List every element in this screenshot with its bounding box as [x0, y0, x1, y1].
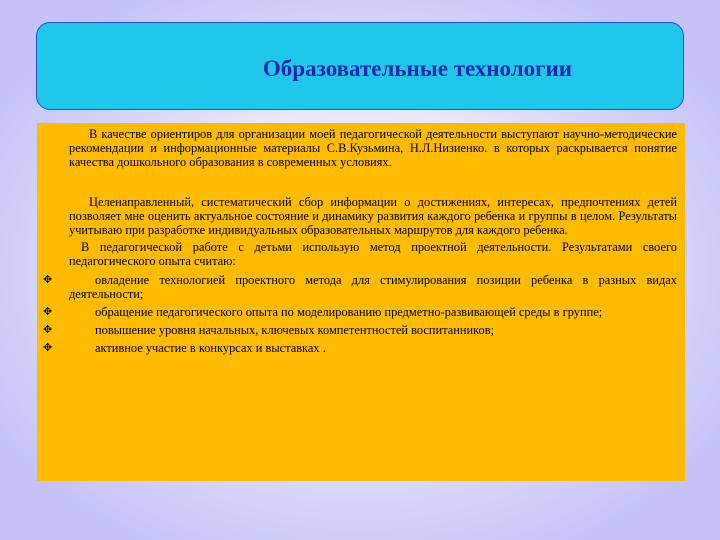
diamond-bullet-icon: ✥ — [43, 324, 53, 337]
list-item — [43, 305, 677, 320]
paragraph-gap — [69, 170, 677, 195]
paragraph-orientation: В качестве ориентиров для организации моей педагогической деятельности выступают научно-методические рекомендации и информационные материалы С.В.Кузьмина, Н.Л.Низиенко. в которых раскрывается понятие качества дошкольного образования в современных условиях. — [69, 127, 677, 170]
results-list — [43, 272, 677, 356]
list-item — [43, 341, 677, 356]
title-banner — [36, 22, 684, 110]
paragraph-information: Целенаправленный, систематический сбор информации о достижениях, интересах, предпочтениях детей позволяет мне оценить актуальное состояние и динамику развития каждого ребенка и группы в целом. Результаты учитываю при разработке индивидуальных образовательных маршрутов для каждого ребенка. — [69, 194, 677, 238]
list-item-text: повышение уровня начальных, ключевых компетентностей воспитанников; — [95, 323, 495, 338]
list-item — [43, 323, 677, 338]
page-title: Образовательные технологии — [262, 56, 573, 81]
list-item-text: обращение педагогического опыта по моделированию предметно-развивающей среды в группе; — [95, 305, 603, 320]
content-panel — [37, 123, 685, 481]
diamond-bullet-icon: ✥ — [43, 342, 53, 355]
list-item — [43, 272, 677, 301]
diamond-bullet-icon: ✥ — [43, 306, 53, 319]
list-item-text: овладение технологией проектного метода для стимулирования позиции ребенка в разных видах деятельности; — [69, 272, 677, 301]
diamond-bullet-icon: ✥ — [43, 273, 53, 286]
paragraph-project-method: В педагогической работе с детьми использую метод проектной деятельности. Результатами своего педагогического опыта считаю: — [69, 240, 677, 269]
list-item-text: активное участие в конкурсах и выставках . — [95, 341, 326, 356]
